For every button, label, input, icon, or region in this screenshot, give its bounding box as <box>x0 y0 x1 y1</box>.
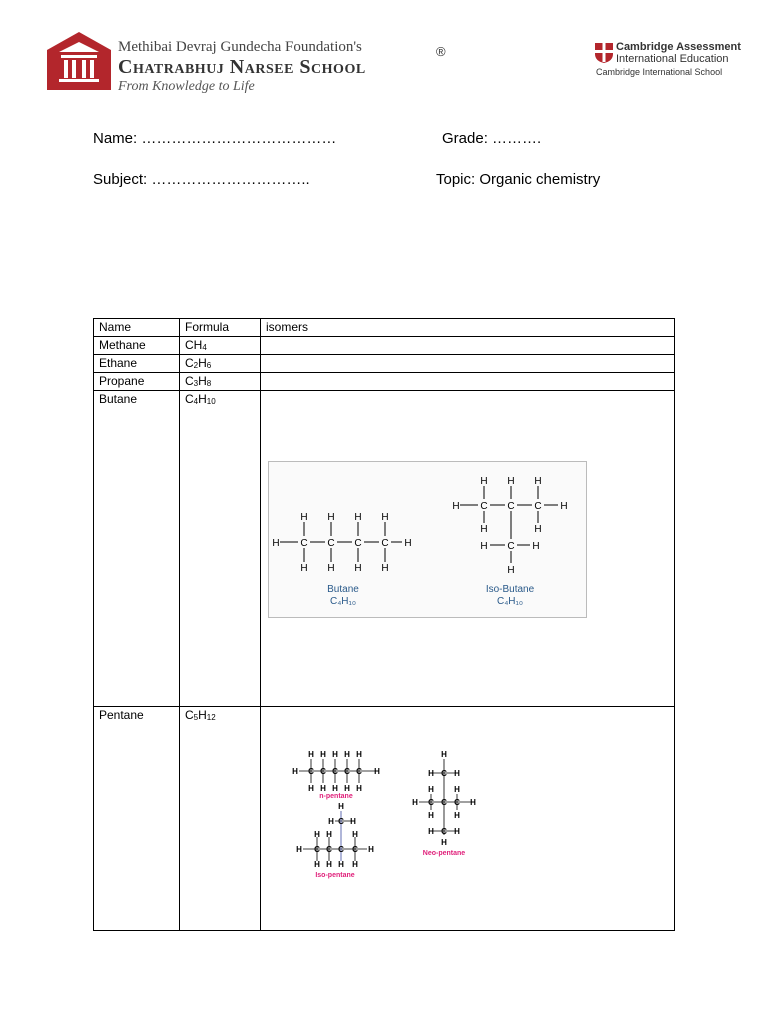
svg-text:C: C <box>344 767 350 776</box>
svg-text:H: H <box>507 565 515 576</box>
svg-text:H: H <box>412 798 418 807</box>
cambridge-line-1: Cambridge Assessment <box>616 41 741 53</box>
table-row <box>94 707 675 931</box>
cambridge-line-2: International Education <box>616 53 729 65</box>
svg-text:C: C <box>356 767 362 776</box>
svg-text:H: H <box>428 785 434 794</box>
svg-text:C: C <box>480 501 488 512</box>
svg-text:C: C <box>381 538 389 549</box>
table-row <box>94 391 675 707</box>
header-isomers: isomers <box>261 319 675 337</box>
svg-text:H: H <box>272 538 280 549</box>
svg-text:H: H <box>338 802 344 811</box>
row-formula: $C_5H_{12}$ <box>180 707 261 931</box>
grade-field[interactable]: Grade: ………. <box>442 130 542 147</box>
pentane-isomers-diagram <box>289 747 489 887</box>
table-row <box>94 373 675 391</box>
svg-text:C: C <box>534 501 542 512</box>
svg-text:H: H <box>507 476 515 487</box>
svg-text:C: C <box>441 798 447 807</box>
svg-text:H: H <box>480 541 488 552</box>
row-isomers <box>261 373 675 391</box>
svg-text:H: H <box>470 798 476 807</box>
svg-text:C: C <box>354 538 362 549</box>
svg-text:H: H <box>404 538 412 549</box>
svg-text:H: H <box>441 750 447 759</box>
svg-text:C: C <box>428 798 434 807</box>
table-row <box>94 337 675 355</box>
svg-text:H: H <box>320 750 326 759</box>
svg-text:H: H <box>441 838 447 847</box>
svg-text:H: H <box>354 563 362 574</box>
svg-text:H: H <box>454 785 460 794</box>
row-formula: $CH_4$ <box>180 337 261 355</box>
svg-text:H: H <box>368 845 374 854</box>
svg-text:H: H <box>374 767 380 776</box>
svg-text:H: H <box>454 811 460 820</box>
row-name: Butane <box>94 391 180 707</box>
svg-text:H: H <box>320 784 326 793</box>
svg-text:H: H <box>532 541 540 552</box>
name-field[interactable]: Name: ………………………………… <box>93 130 337 147</box>
svg-text:H: H <box>428 769 434 778</box>
svg-text:H: H <box>314 860 320 869</box>
svg-text:H: H <box>327 563 335 574</box>
row-name: Ethane <box>94 355 180 373</box>
svg-text:C: C <box>507 541 515 552</box>
svg-text:H: H <box>534 524 542 535</box>
school-logo <box>45 30 113 92</box>
neo-pentane-label: Neo-pentane <box>422 850 466 857</box>
foundation-name: Methibai Devraj Gundecha Foundation's <box>118 39 362 55</box>
svg-text:C: C <box>338 845 344 854</box>
header-formula: Formula <box>180 319 261 337</box>
iso-pentane-label: Iso-pentane <box>315 872 355 879</box>
row-formula: $C_2H_6$ <box>180 355 261 373</box>
isobutane-label: Iso-Butane <box>485 584 535 595</box>
svg-text:H: H <box>292 767 298 776</box>
svg-text:C: C <box>320 767 326 776</box>
svg-text:H: H <box>344 784 350 793</box>
svg-text:H: H <box>338 860 344 869</box>
svg-text:H: H <box>428 811 434 820</box>
svg-text:H: H <box>352 830 358 839</box>
svg-text:C: C <box>308 767 314 776</box>
school-name: Chatrabhuj Narsee School <box>118 56 366 78</box>
svg-text:H: H <box>344 750 350 759</box>
svg-text:C: C <box>326 845 332 854</box>
topic-field: Topic: Organic chemistry <box>436 171 601 188</box>
svg-text:H: H <box>534 476 542 487</box>
row-name: Pentane <box>94 707 180 931</box>
row-name: Methane <box>94 337 180 355</box>
svg-text:H: H <box>354 512 362 523</box>
svg-text:C: C <box>441 827 447 836</box>
svg-text:H: H <box>356 750 362 759</box>
cambridge-line-3: Cambridge International School <box>596 67 723 77</box>
header-name: Name <box>94 319 180 337</box>
school-header <box>118 38 446 96</box>
row-isomers <box>261 391 675 707</box>
svg-text:H: H <box>296 845 302 854</box>
svg-text:C: C <box>327 538 335 549</box>
svg-text:C: C <box>338 817 344 826</box>
svg-text:H: H <box>452 501 460 512</box>
svg-text:H: H <box>332 750 338 759</box>
svg-text:H: H <box>454 827 460 836</box>
table-row <box>94 355 675 373</box>
svg-text:H: H <box>300 512 308 523</box>
svg-text:H: H <box>328 817 334 826</box>
school-tagline: From Knowledge to Life <box>118 79 255 94</box>
svg-text:H: H <box>480 476 488 487</box>
butane-isomers-diagram <box>268 461 588 619</box>
svg-text:C: C <box>314 845 320 854</box>
svg-text:H: H <box>326 860 332 869</box>
table-header-row <box>94 319 675 337</box>
svg-text:C: C <box>441 769 447 778</box>
hydrocarbon-table <box>93 318 675 931</box>
svg-text:C: C <box>300 538 308 549</box>
svg-text:H: H <box>308 784 314 793</box>
svg-text:H: H <box>314 830 320 839</box>
svg-text:C: C <box>454 798 460 807</box>
svg-text:H: H <box>308 750 314 759</box>
row-formula: $C_3H_8$ <box>180 373 261 391</box>
svg-text:H: H <box>350 817 356 826</box>
row-isomers <box>261 355 675 373</box>
butane-formula: C₄H₁₀ <box>329 596 357 607</box>
svg-text:H: H <box>352 860 358 869</box>
row-isomers <box>261 707 675 931</box>
svg-text:C: C <box>332 767 338 776</box>
svg-text:H: H <box>300 563 308 574</box>
svg-text:H: H <box>560 501 568 512</box>
svg-text:H: H <box>480 524 488 535</box>
cambridge-shield-icon <box>594 42 614 64</box>
isobutane-formula: C₄H₁₀ <box>496 596 524 607</box>
subject-field[interactable]: Subject: ………………………….. <box>93 171 310 188</box>
n-pentane-label: n-pentane <box>319 793 353 800</box>
butane-label: Butane <box>327 584 359 595</box>
registered-mark: ® <box>436 44 446 59</box>
svg-text:H: H <box>381 512 389 523</box>
row-formula: $C_4H_{10}$ <box>180 391 261 707</box>
svg-text:C: C <box>352 845 358 854</box>
svg-text:H: H <box>428 827 434 836</box>
svg-text:H: H <box>326 830 332 839</box>
svg-text:H: H <box>454 769 460 778</box>
svg-text:H: H <box>381 563 389 574</box>
svg-text:H: H <box>327 512 335 523</box>
svg-text:C: C <box>507 501 515 512</box>
svg-text:H: H <box>356 784 362 793</box>
row-name: Propane <box>94 373 180 391</box>
row-isomers <box>261 337 675 355</box>
svg-text:H: H <box>332 784 338 793</box>
